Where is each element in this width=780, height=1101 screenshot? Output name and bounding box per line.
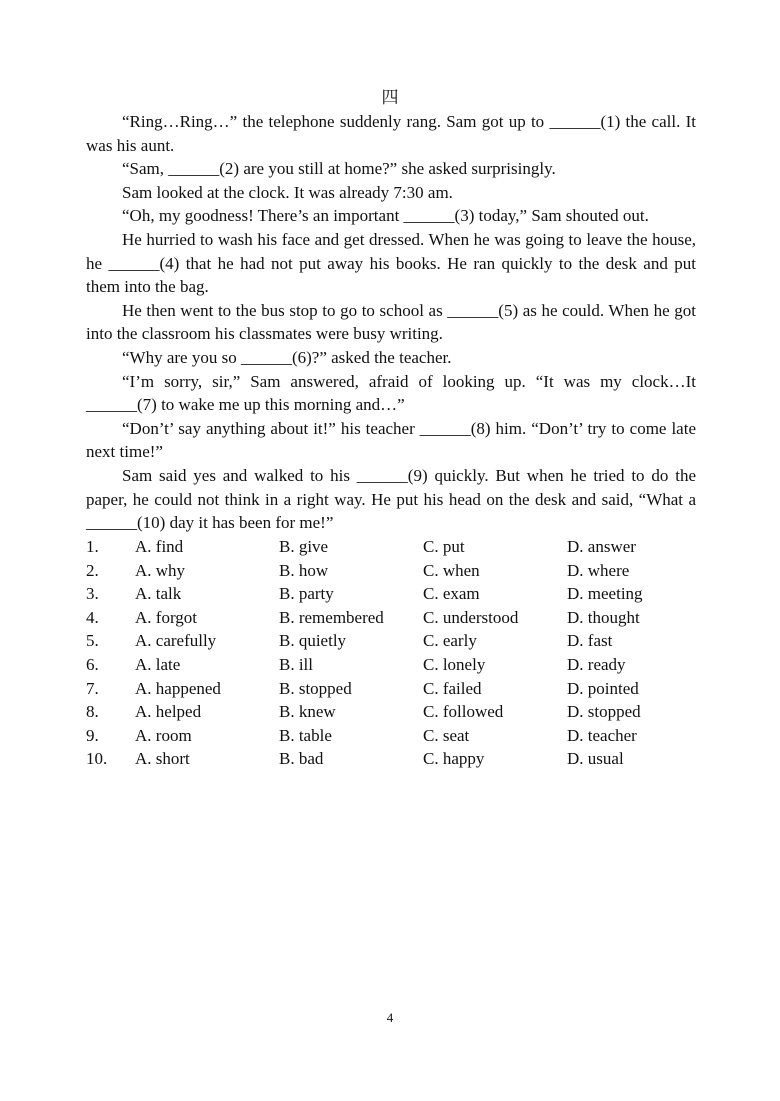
option-d: D. where [567, 560, 630, 580]
option-a: A. happened [135, 678, 221, 698]
option-d: D. teacher [567, 725, 637, 745]
option-b: B. quietly [279, 631, 347, 651]
option-a: A. talk [135, 584, 182, 604]
passage-paragraph: “I’m sorry, sir,” Sam answered, afraid of looking up. “It was my clock…It ______(7) to wake me up this morning and…” [86, 371, 696, 415]
question-row [86, 559, 696, 583]
option-c: C. lonely [423, 654, 486, 674]
passage-paragraph: He hurried to wash his face and get dressed. When he was going to leave the house, he ______(4) that he had not put away his books. He ran quickly to the desk and put them into the bag. [86, 229, 696, 297]
option-d: D. usual [567, 749, 624, 769]
option-b: B. remembered [279, 607, 384, 627]
option-c: C. seat [423, 725, 470, 745]
question-row [86, 653, 696, 677]
question-row [86, 677, 696, 701]
passage-paragraph: He then went to the bus stop to go to school as ______(5) as he could. When he got into the classroom his classmates were busy writing. [86, 300, 696, 344]
question-number: 9. [86, 725, 99, 745]
option-c: C. exam [423, 584, 480, 604]
option-c: C. failed [423, 678, 482, 698]
passage-paragraph: “Sam, ______(2) are you still at home?” she asked surprisingly. [122, 159, 556, 179]
option-d: D. stopped [567, 702, 641, 722]
option-d: D. thought [567, 607, 640, 627]
option-b: B. bad [279, 749, 324, 769]
option-d: D. answer [567, 537, 636, 556]
question-number: 1. [86, 537, 99, 556]
question-row [86, 724, 696, 748]
question-row [86, 535, 696, 559]
passage-paragraph: “Why are you so ______(6)?” asked the teacher. [122, 347, 452, 367]
question-number: 10. [86, 749, 108, 769]
question-number: 6. [86, 654, 99, 674]
question-number: 3. [86, 584, 99, 604]
option-a: A. carefully [135, 631, 217, 651]
section-title: 四 [381, 88, 399, 107]
options-list [86, 535, 696, 771]
question-row [86, 747, 696, 771]
question-number: 7. [86, 678, 99, 698]
option-a: A. find [135, 537, 184, 556]
passage-paragraph: “Ring…Ring…” the telephone suddenly rang. Sam got up to ______(1) the call. It was his aunt. [86, 112, 696, 155]
passage [86, 110, 696, 535]
question-row [86, 606, 696, 630]
question-row [86, 629, 696, 653]
option-d: D. fast [567, 631, 613, 651]
option-d: D. meeting [567, 584, 643, 604]
option-d: D. ready [567, 654, 626, 674]
option-b: B. ill [279, 654, 314, 674]
option-b: B. table [279, 725, 332, 745]
passage-paragraph: “Don’t’ say anything about it!” his teacher ______(8) him. “Don’t’ try to come late next time!” [86, 418, 696, 462]
question-row [86, 582, 696, 606]
question-number: 8. [86, 702, 99, 722]
question-number: 2. [86, 560, 99, 580]
option-a: A. room [135, 725, 192, 745]
option-c: C. happy [423, 749, 485, 769]
passage-paragraph: Sam looked at the clock. It was already 7:30 am. [122, 182, 453, 202]
option-b: B. give [279, 537, 329, 556]
option-c: C. early [423, 631, 477, 651]
question-number: 4. [86, 607, 99, 627]
option-b: B. knew [279, 702, 336, 722]
option-b: B. how [279, 560, 329, 580]
option-a: A. late [135, 654, 181, 674]
option-a: A. why [135, 560, 186, 580]
option-c: C. when [423, 560, 480, 580]
option-c: C. followed [423, 702, 504, 722]
page-number: 4 [386, 1010, 394, 1025]
option-c: C. put [423, 537, 465, 556]
question-row [86, 700, 696, 724]
option-d: D. pointed [567, 678, 639, 698]
question-number: 5. [86, 631, 99, 651]
option-a: A. helped [135, 702, 202, 722]
option-b: B. party [279, 584, 334, 604]
passage-paragraph: Sam said yes and walked to his ______(9) quickly. But when he tried to do the paper, he could not think in a right way. He put his head on the desk and said, “What a ______(10) day it has been for me!” [86, 465, 696, 533]
option-a: A. short [135, 749, 190, 769]
passage-paragraph: “Oh, my goodness! There’s an important ______(3) today,” Sam shouted out. [122, 206, 649, 226]
option-a: A. forgot [135, 607, 198, 627]
option-c: C. understood [423, 607, 519, 627]
option-b: B. stopped [279, 678, 352, 698]
